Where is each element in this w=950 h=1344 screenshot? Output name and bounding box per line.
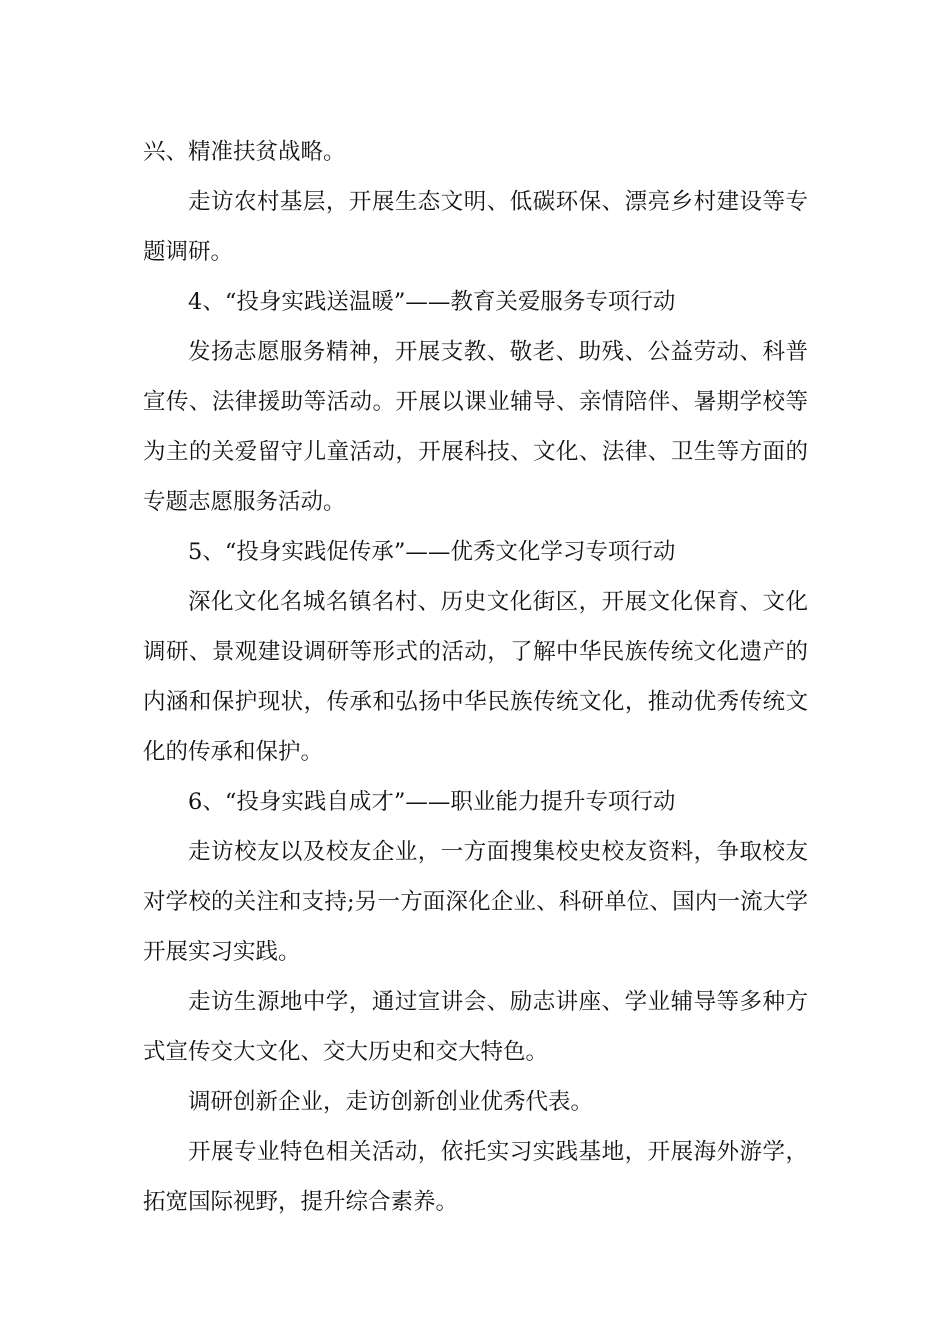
paragraph-alumni-visit: 走访校友以及校友企业，一方面搜集校史校友资料，争取校友对学校的关注和支持;另一方面深化企业、科研单位、国内一流大学开展实习实践。 (143, 839, 808, 965)
section-heading-5: 5、“投身实践促传承”——优秀文化学习专项行动 (188, 539, 676, 565)
document-body (143, 127, 808, 1227)
paragraph-volunteer-service: 发扬志愿服务精神，开展支教、敬老、助残、公益劳动、科普宣传、法律援助等活动。开展以课业辅导、亲情陪伴、暑期学校等为主的关爱留守儿童活动，开展科技、文化、法律、卫生等方面的专题志愿服务活动。 (143, 339, 808, 515)
paragraph-continuation: 兴、精准扶贫战略。 (143, 139, 346, 165)
paragraph-school-visit: 走访生源地中学，通过宣讲会、励志讲座、学业辅导等多种方式宣传交大文化、交大历史和交大特色。 (143, 989, 808, 1065)
paragraph-rural-research: 走访农村基层，开展生态文明、低碳环保、漂亮乡村建设等专题调研。 (143, 189, 808, 265)
paragraph-professional-activities: 开展专业特色相关活动，依托实习实践基地，开展海外游学，拓宽国际视野，提升综合素养。 (143, 1139, 808, 1215)
section-heading-4: 4、“投身实践送温暖”——教育关爱服务专项行动 (188, 289, 676, 315)
paragraph-culture-heritage: 深化文化名城名镇名村、历史文化街区，开展文化保育、文化调研、景观建设调研等形式的活动，了解中华民族传统文化遗产的内涵和保护现状，传承和弘扬中华民族传统文化，推动优秀传统文化的传承和保护。 (143, 589, 808, 765)
paragraph-innovation-research: 调研创新企业，走访创新创业优秀代表。 (188, 1089, 594, 1115)
section-heading-6: 6、“投身实践自成才”——职业能力提升专项行动 (188, 789, 676, 815)
